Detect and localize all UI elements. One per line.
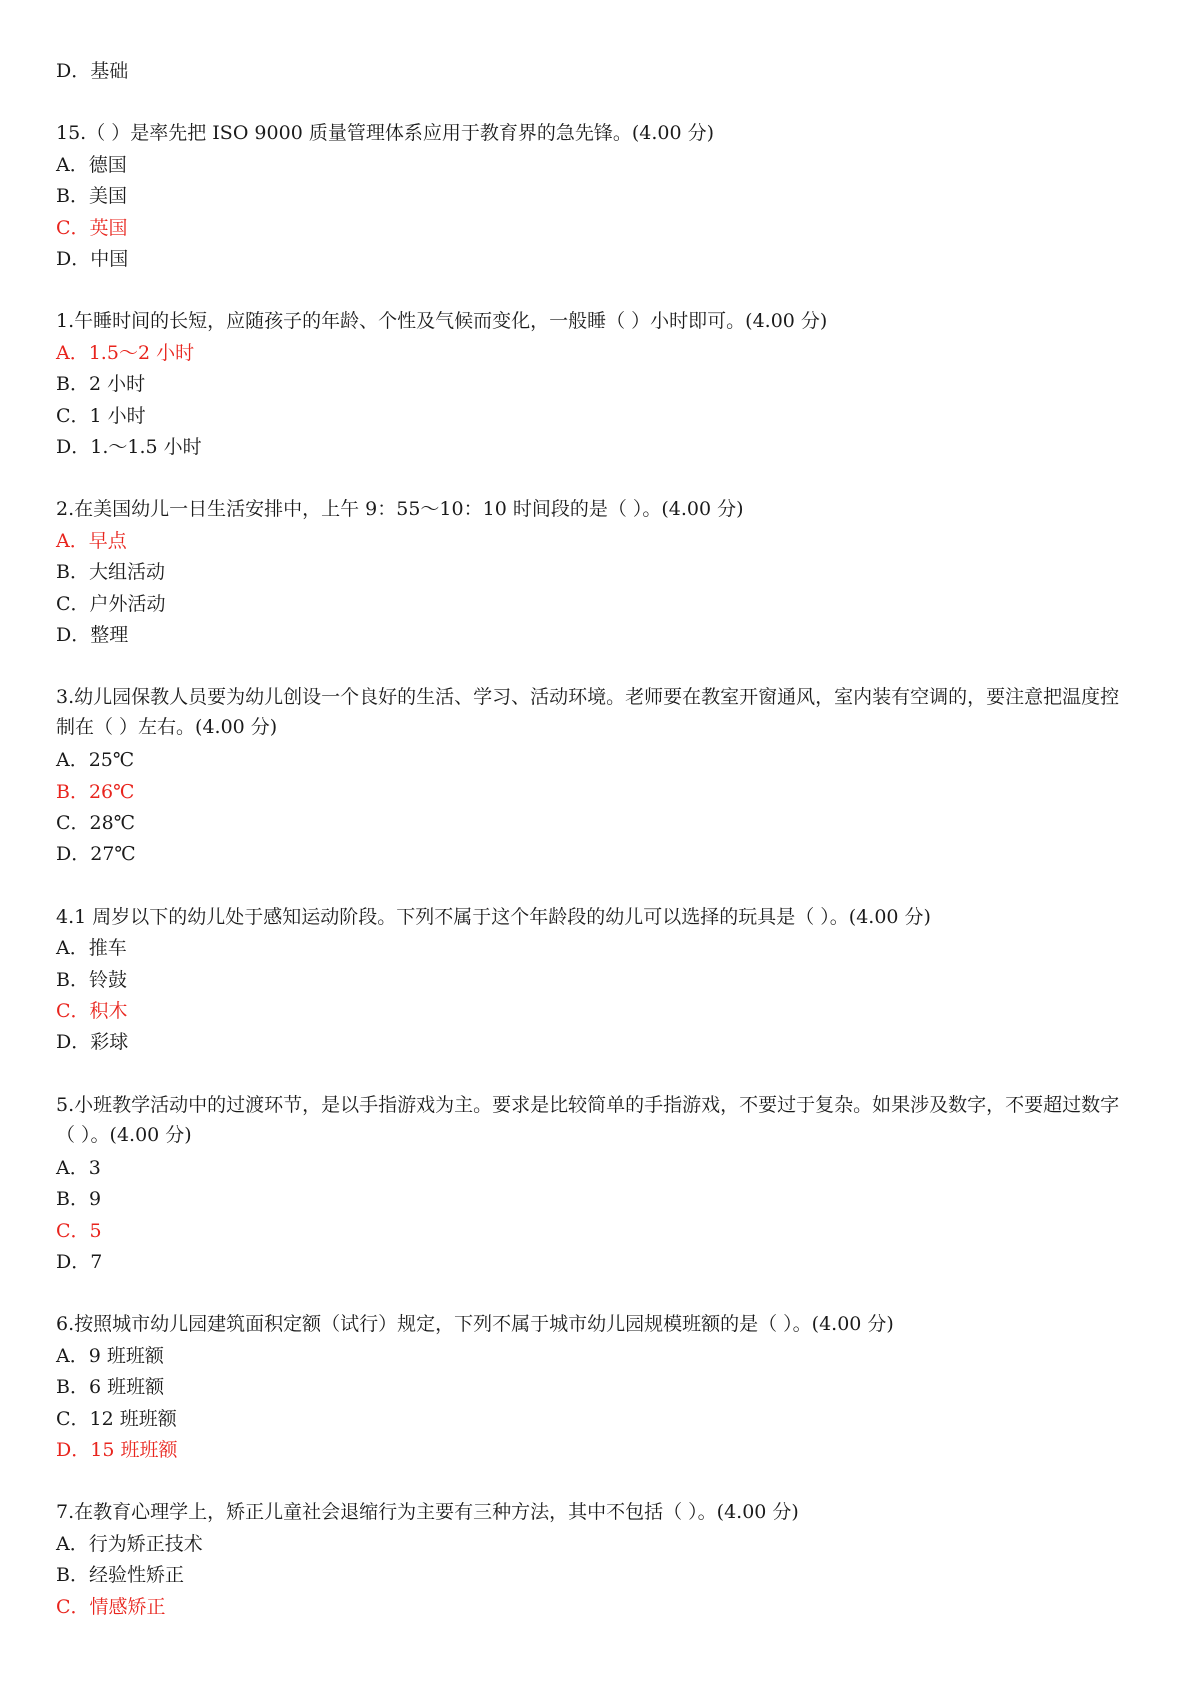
- leading-option: D．基础: [56, 60, 129, 82]
- quiz-page: [56, 56, 1136, 1623]
- question-block: [56, 306, 1136, 463]
- option: B．2 小时: [56, 373, 146, 396]
- option: A．3: [56, 1156, 101, 1179]
- correct-option: D．15 班班额: [56, 1438, 178, 1461]
- option: D．中国: [56, 247, 129, 270]
- option: C．12 班班额: [56, 1407, 177, 1430]
- question-block: [56, 1309, 1136, 1466]
- option: D．1.～1.5 小时: [56, 435, 202, 458]
- question-block: [56, 1497, 1136, 1623]
- question-list: [56, 118, 1136, 1623]
- question-text: 6.按照城市幼儿园建筑面积定额（试行）规定，下列不属于城市幼儿园规模班额的是（ ）。(4.00 分): [56, 1313, 894, 1336]
- correct-option: C．英国: [56, 216, 128, 239]
- correct-option: C．5: [56, 1219, 102, 1242]
- correct-option: A．早点: [56, 529, 127, 552]
- question-text: 3.幼儿园保教人员要为幼儿创设一个良好的生活、学习、活动环境。老师要在教室开窗通风，室内装有空调的，要注意把温度控制在（ ）左右。(4.00 分): [56, 686, 1120, 739]
- question-block: [56, 118, 1136, 275]
- option: C．户外活动: [56, 592, 166, 615]
- question-text: 15.（ ）是率先把 ISO 9000 质量管理体系应用于教育界的急先锋。(4.00 分): [56, 122, 714, 145]
- correct-option: B．26℃: [56, 780, 135, 803]
- question-block: [56, 494, 1136, 651]
- question-block: [56, 1090, 1136, 1279]
- correct-option: C．情感矫正: [56, 1595, 166, 1618]
- option: B．大组活动: [56, 561, 165, 584]
- option: D．彩球: [56, 1031, 129, 1054]
- option: B．6 班班额: [56, 1376, 165, 1399]
- option: B．铃鼓: [56, 968, 127, 991]
- option: A．25℃: [56, 749, 135, 772]
- question-text: 1.午睡时间的长短，应随孩子的年龄、个性及气候而变化，一般睡（ ）小时即可。(4.00 分): [56, 310, 828, 333]
- question-text: 2.在美国幼儿一日生活安排中，上午 9：55～10：10 时间段的是（ ）。(4.00 分): [56, 498, 744, 521]
- option: A．9 班班额: [56, 1344, 164, 1367]
- option: D．7: [56, 1251, 103, 1273]
- option: C．28℃: [56, 812, 135, 835]
- correct-option: C．积木: [56, 1000, 128, 1023]
- question-text: 5.小班教学活动中的过渡环节，是以手指游戏为主。要求是比较简单的手指游戏，不要过于复杂。如果涉及数字，不要超过数字（ ）。(4.00 分): [56, 1093, 1120, 1146]
- question-text: 7.在教育心理学上，矫正儿童社会退缩行为主要有三种方法，其中不包括（ ）。(4.00 分): [56, 1501, 799, 1524]
- option: B．9: [56, 1188, 102, 1211]
- option: A．行为矫正技术: [56, 1532, 203, 1555]
- question-text: 4.1 周岁以下的幼儿处于感知运动阶段。下列不属于这个年龄段的幼儿可以选择的玩具是（ ）。(4.00 分): [56, 905, 931, 928]
- correct-option: A．1.5～2 小时: [56, 341, 195, 364]
- option: A．德国: [56, 153, 127, 176]
- option: C．1 小时: [56, 404, 146, 427]
- option: B．美国: [56, 185, 127, 208]
- option: B．经验性矫正: [56, 1564, 184, 1587]
- option: A．推车: [56, 937, 127, 960]
- option: D．27℃: [56, 843, 136, 866]
- option: D．整理: [56, 623, 129, 646]
- question-block: [56, 682, 1136, 871]
- question-block: [56, 902, 1136, 1059]
